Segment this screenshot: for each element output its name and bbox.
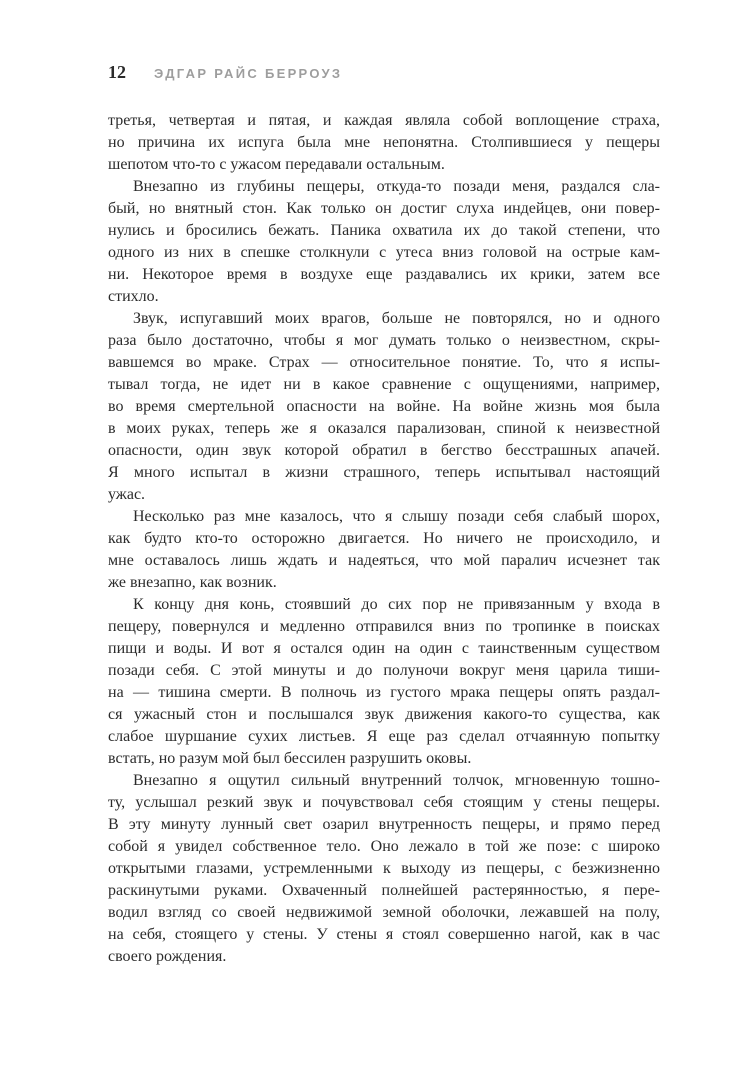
text-line: пищи и воды. И вот я остался один на один с таинственным существом xyxy=(108,640,660,657)
text-line: пещеру, повернулся и медленно отправился вниз по тропинке в поисках xyxy=(108,618,660,635)
text-line: шепотом что-то с ужасом передавали остальным. xyxy=(108,156,445,173)
paragraph xyxy=(108,506,660,594)
text-line: слабое шуршание сухих листьев. Я еще раз сделал отчаянную попытку xyxy=(108,728,660,745)
text-line: стихло. xyxy=(108,288,159,305)
text-line: нулись и бросились бежать. Паника охватила их до такой степени, что xyxy=(108,222,660,239)
text-line: третья, четвертая и пятая, и каждая являла собой воплощение страха, xyxy=(108,112,660,129)
text-line: раскинутыми руками. Охваченный полнейшей растерянностью, я пере- xyxy=(108,882,660,899)
text-line: же внезапно, как возник. xyxy=(108,574,277,591)
text-line: позади себя. С этой минуты и до полуночи вокруг меня царила тиши- xyxy=(108,662,660,679)
text-line: открытыми глазами, устремленными к выходу из пещеры, с безжизненно xyxy=(108,860,660,877)
text-line: своего рождения. xyxy=(108,948,227,965)
text-line: ту, услышал резкий звук и почувствовал себя стоящим у стены пещеры. xyxy=(108,794,660,811)
page-header xyxy=(108,62,342,83)
text-line: во время смертельной опасности на войне. На войне жизнь моя была xyxy=(108,398,660,415)
text-line: как будто кто-то осторожно двигается. Но ничего не происходило, и xyxy=(108,530,660,547)
text-line: ужас. xyxy=(108,486,146,503)
text-line: ни. Некоторое время в воздухе еще раздавались их крики, затем все xyxy=(108,266,660,283)
text-line: мне оставалось лишь ждать и надеяться, что мой паралич исчезнет так xyxy=(108,552,660,569)
text-line: бый, но внятный стон. Как только он достиг слуха индейцев, они повер- xyxy=(108,200,660,217)
text-line: К концу дня конь, стоявший до сих пор не привязанным у входа в xyxy=(133,596,660,613)
text-line: на себя, стоящего у стены. У стены я стоял совершенно нагой, как в час xyxy=(108,926,660,943)
text-line: Внезапно из глубины пещеры, откуда-то позади меня, раздался сла- xyxy=(133,178,660,195)
text-line: в моих руках, теперь же я оказался парализован, спиной к неизвестной xyxy=(108,420,660,437)
text-line: собой я увидел собственное тело. Оно лежало в той же позе: с широко xyxy=(108,838,660,855)
running-head: ЭДГАР РАЙС БЕРРОУЗ xyxy=(154,66,343,81)
page-number: 12 xyxy=(108,62,126,82)
text-line: раза было достаточно, чтобы я мог думать только о неизвестном, скры- xyxy=(108,332,660,349)
text-line: водил взгляд со своей недвижимой земной оболочки, лежавшей на полу, xyxy=(108,904,660,921)
text-line: встать, но разум мой был бессилен разрушить оковы. xyxy=(108,750,472,767)
paragraph xyxy=(108,594,660,770)
text-line: ся ужасный стон и послышался звук движения какого-то существа, как xyxy=(108,706,660,723)
text-line: тывал тогда, не идет ни в какое сравнение с ощущениями, например, xyxy=(108,376,660,393)
text-line: на — тишина смерти. В полночь из густого мрака пещеры опять раздал- xyxy=(108,684,660,701)
text-line: Я много испытал в жизни страшного, теперь испытывал настоящий xyxy=(108,464,660,481)
text-line: В эту минуту лунный свет озарил внутренность пещеры, и прямо перед xyxy=(108,816,660,833)
text-line: Внезапно я ощутил сильный внутренний толчок, мгновенную тошно- xyxy=(133,772,660,789)
paragraph xyxy=(108,308,660,506)
text-line: но причина их испуга была мне непонятна. Столпившиеся у пещеры xyxy=(108,134,660,151)
paragraph xyxy=(108,176,660,308)
page-body xyxy=(108,110,660,968)
paragraph xyxy=(108,770,660,968)
text-line: опасности, один звук которой обратил в бегство бесстрашных апачей. xyxy=(108,442,660,459)
paragraph xyxy=(108,110,660,176)
text-line: Звук, испугавший моих врагов, больше не повторялся, но и одного xyxy=(133,310,660,327)
text-line: Несколько раз мне казалось, что я слышу позади себя слабый шорох, xyxy=(133,508,660,525)
text-line: вавшемся во мраке. Страх — относительное понятие. То, что я испы- xyxy=(108,354,660,371)
text-line: одного из них в спешке столкнули с утеса вниз головой на острые кам- xyxy=(108,244,660,261)
